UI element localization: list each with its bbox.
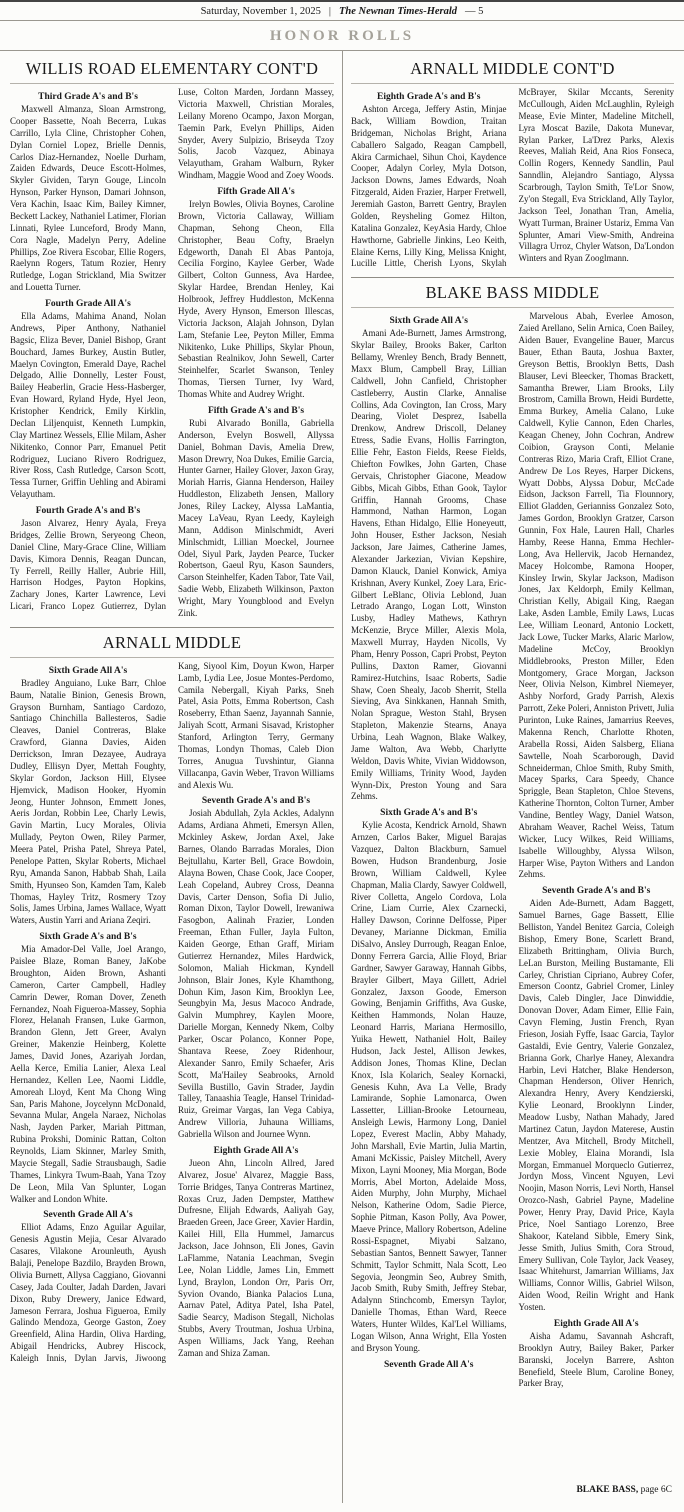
group-names: Marvelous Abah, Everlee Amoson, Zaied Arellano, Selin Arnica, Coen Bailey, Aiden Bauer, Evangeline Bauer, Marcus Bauer, Ethan Bauta, Joshua Baxter, Greyson Bettis, Brooklyn Betts, Dash Blauser, Levi Bleecker, Thomas Brackett, Samantha Brewer, Liam Brooks, Lily Brostrom, Camilla Brown, Heidi Burdette, Emma Burkey, Amelia Calano, Luke Caldwell, Kylie Cannon, Eden Charles, Keagan Cheney, John Cochran, Andrew Coibion, Grayson Conti, Melanie Contreras Rizo, Maria Craft, Elliot Crane, Andrew De Los Reyes, Harper Dickens, Wyatt Dobbs, Alyssa Dobur, McCade Eidson, Jackson Farrell, Tia Flounnory, Elliot Gladden, Gerianniss Gonzalez Soto, James Gordon, Brooklyn Gratzer, Carson Gunnin, Fox Hale, Lauren Hall, Charles Hamby, Reese Hanna, Emma Hechler-Long, Ava Hellervik, Jacob Hernandez, Macey Holcombe, Ramona Hooper, Kinsley Irwin, Skylar Jackson, Madison Jones, Jax Keldorph, Emily Kellman, Christian Kelly, Abigail King, Raegan Lake, Asden Lamble, Emily Laws, Lucas Lee, William Leonard, Antonio Lockett, Jack Lowe, Tucker Marks, Alaric Marlow, Madeline McCoy, Brooklyn Middlebrooks, Preston Miller, Eden Montgomery, Grace Morgan, Jackson Neer, Olivia Nelson, Kimbrel Niemeyer, Ashby Norford, Grady Parrish, Alexis Parrott, Zeke Poleri, Anniston Privett, Julia Purinton, Luke Raines, Jamarrius Reeves, Makenna Rench, Charlotte Rhoten, Arabella Rossi, Aiden Salsberg, Eliana Sawtelle, Noah Scarborough, David Schneiderman, Chloe Smith, Ruby Smith, Macey Sparks, Cara Speedy, Chance Spriggle, Bean Stapleton, Chloe Stevens, Katherine Thornton, Colton Turner, Amber Vandine, Bentley Wagy, Daniel Watson, Abraham Weaver, Rachel Weiss, Tatum Wicker, Lucy Wilkes, Reid Williams, Isabelle Willoughby, Alyssa Wilson, Harper Wise, Payton Withers and Landon Zehms. [518, 311, 674, 880]
section-blake-bass-middle [351, 277, 674, 1390]
honor-roll-group [351, 808, 507, 1354]
section-body [351, 87, 674, 270]
group-names: Amani Ade-Burnett, James Armstrong, Skylar Bailey, Brooks Baker, Carlton Bellamy, Wrenley Bench, Brady Bennett, Maxx Blum, Campbell Bray, Lillian Caldwell, John Canfield, Christopher Castleberry, Austin Clarke, Annalise Collins, Ada Covington, Ian Cross, Mary Dearing, Violet Desprez, Isabella Drenkow, Andrew Driscoll, Delaney Etress, Sadie Evans, Hollis Farrington, Ellie Fehr, Easton Fields, Reese Fields, Chiefton Fowlkes, John Garten, Chase Gervais, Christopher Giacone, Meadow Gibbs, Micah Gibbs, Ethan Gook, Taylor Griffin, Hannah Grooms, Chase Hammond, Nathan Harmon, Logan Havens, Ethan Hidalgo, Ellie Honeyeutt, John Houser, Esther Jackson, Nesiah Jackson, Jare Jaimes, Catherine James, Alexander Jarkezian, Vivian Kepshire, Damon Klauck, Daniel Konwick, Amiya Krishnan, Avery Kunkel, Zoey Lara, Eric-Gilbert LeBlanc, Olivia Leblond, Juan Letrado Arango, Logan Lott, Winston Lusby, Hadley Mathews, Kathryn McKenzie, Bryce Miller, Alexis Mola, Maxwell Murray, Hayden Nicolls, Vy Pham, Henry Posson, Capri Probst, Peyton Pullins, Daxton Ramer, Giovanni Ramirez-Hutchins, Isaac Roberts, Sadie Shaw, Coen Shealy, Jacob Sherrit, Stella Sieving, Ava Sinkkanen, Hannah Smith, Nolan Sprague, Weston Stahl, Brysen Stapleton, Makenzie Stearns, Anaya Urbina, Leah Wagnon, Blake Walkey, Jame Walton, Ava Webb, Charlytte Weldon, Davis White, Vivian Widdowson, Emily Williams, Trinity Wood, Jayden Wynn-Dix, Preston Young and Sara Zehms. [351, 328, 507, 802]
honor-roll-group [519, 1319, 675, 1390]
honor-roll-group [351, 316, 507, 803]
continuation-publication: BLAKE BASS, [576, 1485, 639, 1495]
honor-roll-group [178, 796, 334, 1141]
page-content [0, 51, 684, 1503]
group-heading: Seventh Grade A's and B's [542, 886, 651, 897]
section-title: ARNALL MIDDLE CONT'D [351, 59, 674, 84]
right-page-half [342, 51, 684, 1503]
masthead-page-number: — 5 [465, 6, 484, 17]
section-arnall-middle-contd [351, 57, 674, 270]
group-names: Ella Adams, Mahima Anand, Nolan Andrews, Piper Anthony, Nathaniel Bagsic, Eliza Bever, Daniel Bishop, Grant Bouchard, James Burkey, Austin Butler, Maelyn Covington, Emerald Daye, Rachel Delgado, Allie Donnelly, Lester Foust, Bailey Heaberlin, Gracie Hess-Hasberger, Evan Howard, Ryland Hyde, Hyel Jeon, Kristopher Kendrick, Emily Kirklin, Declan Liljenquist, Kenneth Lumpkin, Clay Martinez Wessels, Ellie Milam, Asher Nikitenko, Connor Parr, Emanuel Petit Rodriguez, Luciano Rivero Rodriguez, River Ross, Cash Rutledge, Carson Scott, Tessa Turner, Griffin Uehling and Abirami Velayutham. [10, 311, 166, 500]
section-body [10, 87, 334, 620]
group-heading: Sixth Grade All A's [389, 316, 468, 327]
group-names: Aiden Ade-Burnett, Adam Baggett, Samuel Barnes, Gage Bassett, Ellie Belliston, Yandel Benitez Garcia, Coleigh Bishop, Emery Bone, Scarlett Brand, Elizabeth Brittingham, Olivia Burch, LeLan Burston, Meiling Bustamante, Eli Carley, Christian Cipriano, Aubrey Cofer, Emerson Coontz, Gabriel Cromer, Linley Davis, Caleb Dingler, Jace Dinwiddie, Donovan Dover, Adam Eimer, Ellie Fain, Cavyn Fleming, Justin French, Ryan Frieson, Josiah Fyffe, Isaac Garcia, Taylor Gastaldi, Evie Gentry, Valerie Gonzalez, Brianna Gork, Charlye Haney, Alexandra Harbin, Levi Hatcher, Blake Henderson, Chapman Henderson, Oliver Henrich, Alexandra Henry, Avery Kendzierski, Kylie Leonard, Brooklynn Linder, Meadow Lusby, Nathan Mahady, Jared Martinez Catun, Jaydon Materese, Austin Mentzer, Ava Mitchell, Brody Mitchell, Lexie Mobley, Elaina Morandi, Isla Morgan, Emmanuel Morqueclo Gutierrez, Jordyn Moss, Vincent Nguyen, Levi Noojin, Mason Norris, Levi North, Hansel Orozco-Nash, Gabriel Payne, Madeline Power, Henry Pray, David Price, Kayla Price, Noel Santiago Lorenzo, Bree Shakoor, Kateland Sibble, Emery Sink, Jesse Smith, Julius Smith, Cora Stroud, Emery Sullivan, Cole Taylor, Jack Veasey, Isaac Whitehurst, Jamarrian Williams, Jax Williams, Connor Willis, Gabriel Wilson, Aiden Wood, Reilin Wright and Hank Yosten. [518, 898, 674, 1312]
left-page-half [0, 51, 342, 1503]
section-body [351, 311, 674, 1390]
honor-roll-group [10, 92, 166, 294]
masthead [0, 2, 684, 21]
masthead-publication: The Newnan Times-Herald [339, 6, 458, 17]
group-names: Jason Alvarez, Henry Ayala, Freya Bridges, Zellie Brown, Seryeong Cheon, Daniel Cline, Mary-Grace Cline, William Davis, Kimora Dennis, Reagan Duncan, Ty Ferrell, Reilly Haller, Aubrie Hill, Harrison Hodges, Payton Hopkins, Zachary Jones, Karter Lawrence, Levi Licari, Franco Lopez Gutierrez, Dylan Luse, Colton Marden, Jordann Massey, Victoria Maxwell, Christian Morales, Leilany Moreno Ocampo, Jaxon Morgan, Taemin Park, Evelyn Phillips, Aiden Snyder, Avery Sulpizio, Briseyda Tzoy Solis, Jacob Vazquez, Abinaya Velayutham, Graham Walburn, Ryker Windham, Maggie Wood and Zoey Woods. [10, 87, 334, 612]
honor-roll-group [351, 87, 674, 270]
group-names: Ashton Arcega, Jeffery Astin, Minjae Back, William Bowdion, Traitan Bridgeman, Nicholas Bright, Ariana Caballero Salgado, Reagan Campbell, Akira Carmichael, Sihun Choi, Kaydence Cooper, Adalyn Corley, Myla Dotson, Jackson Downs, James Edwards, Noah Fitzgerald, Aiden Frazier, Harper Fretwell, Jeremiah Gaston, Barrett Gentry, Braylen Golden, Reysheling Gomez Hilton, Katalina Gonzalez, KeyAsia Hardy, Chloe Hawthorne, Gabrielle Jinkins, Leo Keith, Elaine Kerns, Lilly King, Melissa Knight, Lucille Little, Cherish Lyons, Skylah McBrayer, Skilar Mccants, Serenity McCullough, Aiden McLaughlin, Ryleigh Mease, Evie Minter, Madeline Mitchell, Lyra Moscat Bazile, Dakota Munevar, Rylan Parker, La'Drez Parks, Alexis Reeves, Maliah Reid, Ana Rios Fonseca, Collin Rogers, Kennedy Sandlin, Paul Sanndlin, Alejandro Santiago, Alyssa Scarbrough, Taylon Smith, Te'Lor Snow, Zy'on Stegall, Eva Strickland, Ally Taylor, Jackson Teel, Jonathan Tran, Amelia, Wyatt Turman, Brainer Ustariz, Emma Van Splunter, Amari View-Smith, Andreina Villagra Urroz, Chyler Watson, Da'London Winters and Ryan Zooglmann. [351, 87, 675, 269]
group-names: Rubi Alvarado Bonilla, Gabriella Anderson, Evelyn Boswell, Allyssa Daniel, Bohman Davis, Amelia Drew, Mason Drewry, Noa Dukes, Emilie Garcia, Hunter Garner, Hailey Glover, Jaxon Gray, Moriah Harris, Gianna Henderson, Hailey Huddleston, Elizabeth Jensen, Mallory Jones, Riley Lackey, Alyssa LaMantia, Macey LaVeau, Ryan Leedy, Kayleigh Mann, Addison Minlschmidt, Averi Minlschmidt, Lillian Moeckel, Journee Odel, Siyul Park, Jayden Pearce, Tucker Robertson, Gaeul Ryu, Kason Saunders, Carson Steinhelfer, Kaden Tabor, Tate Vail, Sadie Webb, Elizabeth Wilkinson, Paxton Wright, Mary Youngblood and Evelyn Zink. [178, 417, 334, 618]
honor-roll-group [178, 406, 334, 620]
group-heading: Eighth Grade A's and B's [377, 92, 481, 102]
section-body [10, 661, 334, 1365]
section-title: BLAKE BASS MIDDLE [351, 283, 674, 308]
group-heading: Seventh Grade All A's [43, 1210, 133, 1221]
section-title: WILLIS ROAD ELEMENTARY CONT'D [10, 59, 334, 84]
honor-roll-group [10, 666, 166, 927]
section-title: ARNALL MIDDLE [10, 633, 334, 658]
continuation-page: page 6C [638, 1485, 672, 1495]
honor-roll-group [178, 187, 334, 401]
group-heading: Fifth Grade A's and B's [207, 405, 305, 416]
group-heading: Eighth Grade All A's [553, 1318, 639, 1329]
group-heading: Sixth Grade A's and B's [380, 808, 478, 819]
section-banner [0, 21, 684, 51]
group-names: Aisha Adamu, Savannah Ashcraft, Brooklyn Autry, Bailey Baker, Parker Baranski, Jocelyn Barrere, Ashton Benefield, Steele Blum, Caroline Boney, Parker Bray, [518, 1330, 674, 1389]
continuation-note [351, 1479, 674, 1495]
group-heading: Fourth Grade All A's [45, 299, 131, 309]
group-heading: Fifth Grade All A's [217, 187, 295, 197]
group-heading: Sixth Grade A's and B's [39, 932, 137, 943]
group-heading: Fourth Grade A's and B's [35, 506, 141, 516]
group-heading: Sixth Grade All A's [48, 665, 128, 676]
group-heading: Seventh Grade A's and B's [201, 796, 311, 807]
group-names: Jueon Ahn, Lincoln Allred, Jared Alvarez, Josue' Alvarez, Maggie Bass, Torrie Bridges, Tanya Contreras Martinez, Roxas Cruz, Jaden Dempster, Matthew Dufresne, Elijah Edwards, Aaliyah Gay, Braeden Green, Jace Greer, Xavier Hardin, Kailei Hill, Ella Hummel, Jamarcus Jackson, Jace Johnson, Eli Jones, Gavin LaFlamme, Natania Leachman, Svegin Lee, Nolan Liddle, James Lin, Emmett Lynd, Braylon, London Orr, Paris Orr, Syvion Ovando, Bianka Palacios Luna, Aarnav Patel, Aditya Patel, Isha Patel, Sadie Searcy, Madison Stegall, Nicholas Stubbs, Avery Troutman, Joshua Urbina, Aspen Williams, Jack Yang, Reehan Zaman and Shiza Zaman. [178, 1157, 334, 1358]
honor-roll-group [10, 932, 166, 1205]
group-names: Bradley Anguiano, Luke Barr, Chloe Baum, Natalie Binion, Genesis Brown, Grayson Burnham, Santiago Cardozo, Santiago Chinchilla Ballesteros, Sadie Cleaves, Daniel Contreras, Blake Crawford, Gianna Davies, Aiden Derrickson, Imran Dezayee, Audraya Dudley, Ellisyn Dyer, Mettah Foughty, Skylar Gordon, Jackson Hill, Elysee Hjemvick, Madison Hooker, Hyomin Jeong, Hunter Johnson, Emmett Jones, Aeris Jordan, Robbin Lee, Charly Lewis, Gavin Martin, Lucy Morales, Olivia Mullady, Peyton Owen, Riley Parmer, Meera Patel, Prisha Patel, Shreya Patel, Penelope Patten, Skylar Roberts, Michael Ryu, Amanda Sanon, Habbab Shah, Laila Smith, Hyunseo Son, Kamden Tam, Kaleb Thomas, Hayley Tritz, Rosmery Tzoy Solis, James Urbina, James Wallace, Wyatt Waters, Austin Yarri and Ariana Zeqiri. [10, 677, 166, 926]
group-heading: Third Grade A's and B's [38, 92, 138, 102]
group-names: Mia Amador-Del Valle, Joel Arango, Paislee Blaze, Roman Baney, JaKobe Broughton, Aiden Brown, Ashanti Cameron, Carter Campbell, Hadley Camrin Dewer, Roman Dover, Zeneth Fernandez, Noah Figueroa-Massey, Sophia Florez, Helanah Fransen, Luke Garmon, Brandon Glenn, Jett Greer, Avalyn Greiner, Makenzie Heinberg, Kolette James, David Jones, Azariyah Jordan, Aella Kerce, Emilia Lanier, Alexa Leal Hernandez, Kellen Lee, Naomi Liddle, Amoreah Lloyd, Kent Ma Chong Wing San, Paris Mahone, Joycelynn McDonald, Sevanna Mular, Angela Naraez, Nicholas Nash, Jayden Parker, Mariah Pittman, Rubina Prokshi, Dominic Rattan, Colton Reynolds, Liam Skinner, Marley Smith, Maycie Stegall, Sadie Strausbaugh, Sadie Thames, Linkyra Twum-Baah, Yana Tzoy De Leon, Mila Van Splunter, Logan Walker and London White. [10, 944, 166, 1204]
honor-roll-group [178, 1146, 334, 1360]
group-heading: Eighth Grade All A's [213, 1145, 299, 1156]
group-heading: Seventh Grade All A's [384, 1359, 474, 1370]
group-names: Maxwell Almanza, Sloan Armstrong, Cooper Bassette, Noah Becerra, Lukas Carrillo, Lyla Cline, Christopher Cohen, Dylan Corniel Lopez, Brielle Dennis, Carlos Diaz-Hernandez, Noelle Durham, Zaiden Edwards, Deuce Escott-Holmes, Skyler Gividen, Taryn Gouge, Lincoln Hynson, Parker Hynson, Damari Johnson, Vera Kachin, Isaac Kim, Bailey Kimner, Beckett Lackey, Nathaniel Latimer, Florian Linnati, Rylee Lunceford, Brody Mann, Cora Nagle, Madelyn Perry, Adeline Phillips, Zoe Rivera Escobar, Ellie Rogers, Raelynn Rogers, Tatum Rozier, Henry Rutledge, Logan Strickland, Mia Switzer and Louetta Turner. [10, 104, 166, 293]
section-arnall-middle [10, 627, 334, 1365]
group-names: Josiah Abdullah, Zyla Ackles, Adalynn Adams, Ardiana Ahmeti, Emersyn Allen, Mckinley Askew, Jordan Axel, Jake Barnes, Olando Barradas Morales, Dion Bejtullahu, Karter Bell, Grace Bowdoin, Alayna Bowen, Chase Cook, Jace Cooper, Leah Copeland, Aubrey Cross, Deanna Davis, Carter Denson, Sofia Di Julio, Roman Dixon, Taylor Dowell, Irewaniwa Fasogbon, Aalinah Frazier, Londen Freeman, Ethan Fuller, Jayla Fulton, Kaiden George, Ethan Graff, Miriam Gutierrez Hernandez, Miles Hardwick, Solomon, Maliah Hickman, Kyndell Johnson, Blair Jones, Kyle Khamthong, Dohun Kim, Jason Kim, Brooklyn Lee, Seungbyin Ma, Jesus Macoco Andrade, Galvin Mumphrey, Kaylen Moore, Darielle Morgan, Kennedy Nkem, Colby Parker, Oscar Polanco, Konner Pope, Shantava Reese, Zoey Ridenhour, Alexander Sanro, Emily Schaefer, Aris Scott, Ma'Hailey Seabrooks, Arnold Sevilla Bustillo, Gavin Strader, Jaydin Talley, Tanaashia Teagle, Hansel Trinidad-Ruiz, Greimar Vargas, Ian Vega Cabiya, Andrew Villoria, Juhauna Williams, Gabriella Wilson and Journee Wynn. [178, 808, 334, 1139]
section-willis-road-elementary [10, 57, 334, 620]
banner-title: HONOR ROLLS [269, 28, 415, 44]
honor-roll-group [10, 299, 166, 501]
honor-roll-group [519, 886, 675, 1314]
group-names: Elliot Adams, Enzo Aguilar Aguilar, Genesis Agustin Mejia, Cesar Alvarado Casares, Vilakone Arounleuth, Ayush Balaji, Penelope Bazdilo, Brayden Brown, Olivia Burnett, Allysa Caggiano, Giovanni Casey, Jada Coulter, Jadah Darden, Javari Dixon, Ruby Drewery, Janice Edward, Jameson Ferrara, Joshua Figueroa, Emily Galindo Mendoza, George Gaston, Zoey Greenfield, Alina Hardin, Oliva Harding, Abigail Hendricks, Aubrey Hiscock, Kaleigh Innis, Dylan Jarvis, Jiwoong Kang, Siyool Kim, Doyun Kwon, Harper Lamb, Lydia Lee, Josue Montes-Perdomo, Camila Nebergall, Kiyah Parks, Sneh Patel, Asia Potts, Emma Robertson, Cash Roseberry, Ethan Saenz, Jayannah Sannie, Jaliyah Scott, Armani Sisavad, Kristopher Stanford, Arlington Terry, Germany Thomas, Londyn Thomas, Caleb Dion Torres, Anugua Tuvshintur, Gianna Villacanpa, Gavin Weber, Travon Williams and Alexis Wu. [10, 660, 334, 1363]
masthead-date: Saturday, November 1, 2025 [200, 6, 321, 17]
group-names: Kylie Acosta, Kendrick Arnold, Shawn Arnzen, Carlos Baker, Miguel Barajas Vazquez, Dalton Blackburn, Samuel Bowen, Hudson Brandenburg, Josie Brown, William Caldwell, Kylee Chapman, Malia Clardy, Sawyer Coldwell, River Colletta, Angelo Cordova, Lola Crine, Liam Currie, Alex Czarnecki, Halley Dawson, Corinne Delfosse, Piper Devaney, Marianne Dickman, Emilia DiSalvo, Ansley Durrough, Reagan Enloe, Donny Ferrera Garcia, Allie Floyd, Briar Gardner, Sawyer Garaway, Hannah Gibbs, Brayler Gilbert, Maya Gillett, Adriel Gonzalez, Jaxson Goode, Emerson Gowing, Benjamin Griffiths, Ava Guske, Keithen Hammonds, Nolan Hauze, Leonard Harris, Mariana Hermosillo, Yuika Hewett, Nathaniel Holt, Bailey Hudson, Jack Jestel, Allison Jewkes, Addison Jones, Thomas Kline, Declan Knox, Isla Kolarich, Sealey Kornacki, Genesis Kuhn, Ava La Velle, Brady Lamirande, Sophie Lamonarca, Owen Lassetter, Lillian-Brooke Letourneau, Ansleigh Lewis, Harmony Long, Daniel Lopez, Everest Maclin, Abby Mahady, John Marshall, Evie Martin, Julia Martin, Amani McKissic, Paisley Mitchell, Avery Mixon, Layni Mooney, Mia Morgan, Bode Morris, Abel Morton, Adelaide Moss, Aiden Murphy, John Murphy, Michael Nelson, Katherine Odom, Sadie Pierce, Sophie Pitman, Kason Polly, Ava Power, Maeve Prince, Mallory Robertson, Adeline Rossi-Espagnet, Miyabi Salzano, Sebastian Santos, Bennett Sawyer, Tanner Schmitt, Taylor Schmitt, Nala Scott, Leo Segovia, Jeongmin Seo, Aubrey Smith, Jacob Smith, Ruby Smith, Jeffrey Stebar, Adalynn Stinchcomb, Emersyn Taylor, Danielle Thomas, Ethan Ward, Reece Waters, Hunter Wildes, Kal'Lel Williams, Logan Wilson, Anna Wright, Ella Yosten and Bryson Young. [351, 820, 507, 1353]
group-names: Irelyn Bowles, Olivia Boynes, Caroline Brown, Victoria Callaway, William Chapman, Sehong Cheon, Ella Christopher, Beau Cofty, Braelyn Edgeworth, Danah El Abas Pantoja, Cecilia Forgino, Kaylee Gerber, Wade Gilbert, Colton Gunness, Ava Hardee, Skylar Hardee, Brendan Henley, Kai Holbrook, Jeffrey Huddleston, McKenna Hyde, Avery Hynson, Emerson Illescas, Victoria Jackson, Alajah Johnson, Dylan Lam, Stefanie Lee, Peyton Miller, Emma Nikitenko, Luke Phillips, Skylar Phoun, Sebastian Realnikov, John Sewell, Carter Steinhelfer, Scarlet Swanson, Tenley Thomas, Tiersen Turner, Ivy Ward, Thomas White and Audrey Wright. [178, 199, 334, 399]
masthead-divider: | [328, 6, 332, 17]
